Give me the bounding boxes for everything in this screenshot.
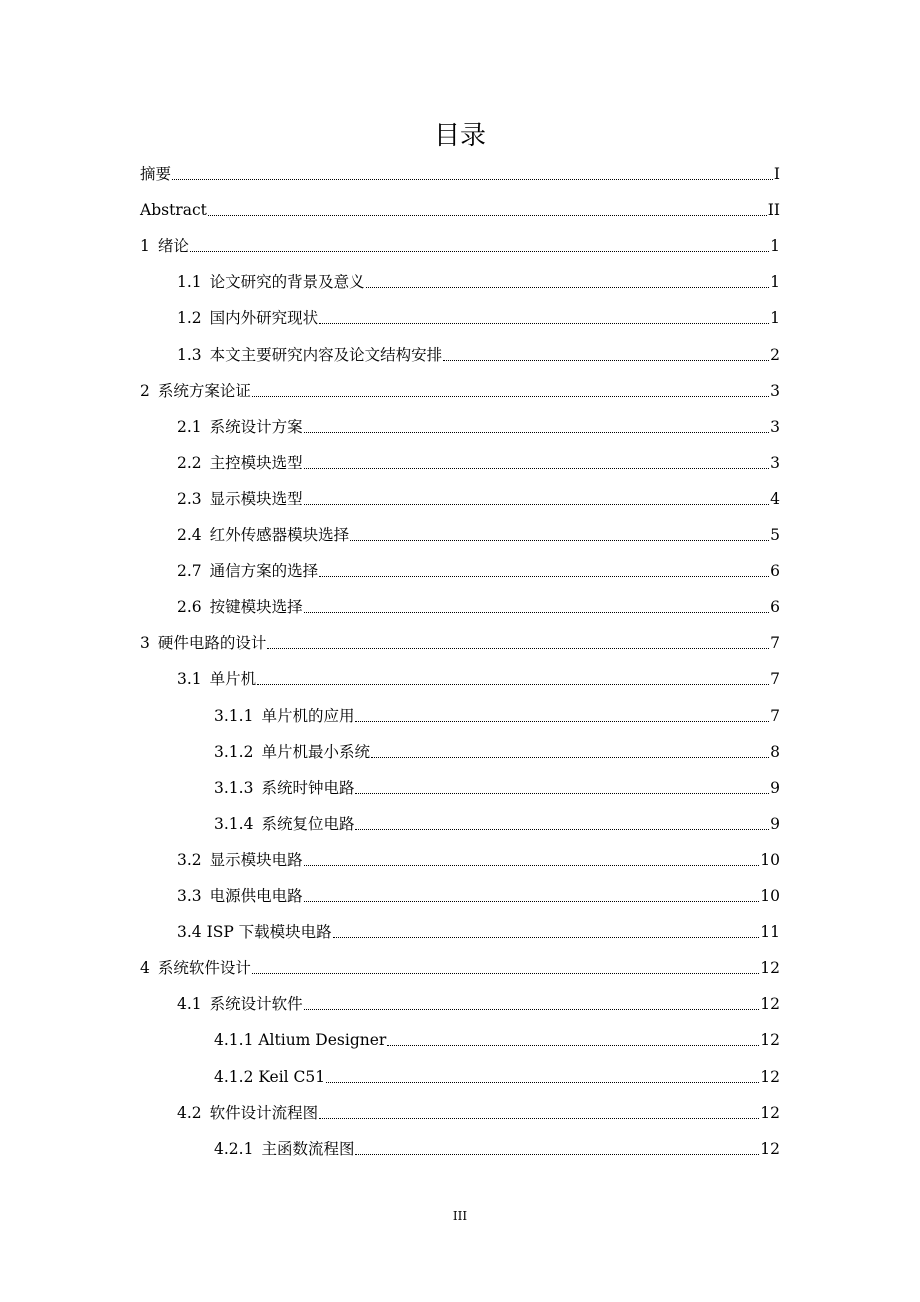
toc-entry-number: 1.3: [177, 345, 202, 364]
toc-entry-number: 2.4: [177, 526, 202, 544]
toc-entry-number: 3.1.1: [214, 706, 254, 725]
toc-entry-title: 系统方案论证: [157, 381, 251, 400]
toc-entry[interactable]: [177, 884, 780, 908]
dot-leader: [304, 467, 769, 469]
toc-entry-page: 2: [770, 345, 780, 364]
toc-entry[interactable]: [177, 415, 780, 439]
dot-leader: [319, 1117, 759, 1119]
dot-leader: [355, 792, 769, 794]
toc-entry[interactable]: [214, 1065, 780, 1089]
toc-entry[interactable]: [177, 848, 780, 872]
toc-entry-number: 2.6: [177, 598, 202, 617]
toc-entry-title: 系统设计方案: [209, 417, 303, 436]
toc-entry-number: 3.1: [177, 670, 202, 689]
toc-entry-title: 系统软件设计: [157, 959, 251, 978]
toc-entry-number: 2.2: [177, 453, 202, 472]
toc-entry-number: 3.1.4: [214, 814, 254, 833]
toc-entry-title: 按键模块选择: [209, 598, 303, 617]
toc-entry-title: 红外传感器模块选择: [209, 526, 350, 544]
toc-entry-page: 5: [770, 526, 780, 544]
toc-entry-title: 主控模块选型: [209, 453, 303, 472]
toc-entry-page: 3: [770, 453, 780, 472]
toc-entry-page: 9: [770, 814, 780, 833]
toc-entry-page: 7: [770, 634, 780, 653]
toc-entry[interactable]: [214, 1137, 780, 1161]
toc-entry-page: 7: [770, 670, 780, 689]
toc-entry[interactable]: [177, 559, 780, 583]
toc-entry-title: 通信方案的选择: [209, 562, 319, 581]
toc-entry-page: 1: [770, 273, 780, 292]
toc-entry-page: 12: [760, 995, 780, 1014]
dot-leader: [355, 1153, 759, 1155]
dot-leader: [319, 575, 769, 577]
toc-entry-title: 4.1.2 Keil C51: [214, 1067, 326, 1086]
toc-entry-title: 摘要: [140, 165, 172, 183]
dot-leader: [257, 683, 769, 685]
toc-entry-title: Abstract: [140, 201, 207, 220]
toc-entry-page: 3: [770, 381, 780, 400]
dot-leader: [443, 359, 769, 361]
toc-entry[interactable]: [177, 306, 780, 330]
toc-entry-page: 10: [760, 850, 780, 869]
toc-entry-page: 4: [770, 489, 780, 508]
dot-leader: [371, 756, 769, 758]
toc-entry[interactable]: [214, 1028, 780, 1052]
toc-entry-number: 2.1: [177, 417, 202, 436]
toc-entry-page: 3: [770, 417, 780, 436]
toc-entry-page: 12: [760, 1067, 780, 1086]
dot-leader: [172, 178, 773, 180]
toc-entry-page: 12: [760, 1031, 780, 1050]
toc-entry[interactable]: [177, 270, 780, 294]
toc-entry-page: 9: [770, 778, 780, 797]
dot-leader: [366, 286, 769, 288]
toc-entry[interactable]: [140, 956, 780, 980]
toc-entry-number: 1.1: [177, 273, 202, 292]
toc-entry-number: 2.7: [177, 562, 202, 581]
toc-entry-title: 显示模块选型: [209, 489, 303, 508]
toc-entry-number: 4.1: [177, 995, 202, 1014]
toc-entry[interactable]: [177, 487, 780, 511]
toc-entry[interactable]: [140, 198, 780, 222]
toc-entry[interactable]: [177, 920, 780, 944]
toc-entry-page: 6: [770, 562, 780, 581]
page-number: III: [452, 1209, 468, 1223]
toc-entry-title: 主函数流程图: [261, 1139, 355, 1158]
toc-entry[interactable]: [177, 523, 780, 547]
toc-entry[interactable]: [140, 379, 780, 403]
toc-entry-page: 1: [770, 309, 780, 328]
dot-leader: [355, 720, 769, 722]
toc-entry-title: 绪论: [157, 237, 189, 256]
dot-leader: [350, 539, 769, 541]
dot-leader: [267, 647, 769, 649]
dot-leader: [355, 828, 769, 830]
dot-leader: [304, 900, 760, 902]
dot-leader: [304, 864, 760, 866]
toc-entry-title: 4.1.1 Altium Designer: [214, 1031, 387, 1050]
page-title: 目录: [433, 121, 486, 151]
dot-leader: [304, 503, 769, 505]
dot-leader: [304, 1008, 760, 1010]
dot-leader: [326, 1081, 759, 1083]
toc-entry-title: 系统时钟电路: [261, 778, 355, 797]
toc-entry-number: 4.2.1: [214, 1139, 254, 1158]
toc-entry[interactable]: [177, 451, 780, 475]
toc-entry-number: 3.1.3: [214, 778, 254, 797]
dot-leader: [387, 1044, 759, 1046]
toc-entry-page: 12: [760, 1103, 780, 1122]
toc-entry-title: 本文主要研究内容及论文结构安排: [209, 345, 443, 364]
dot-leader: [208, 214, 767, 216]
toc-entry[interactable]: [140, 234, 780, 258]
toc-entry[interactable]: [140, 162, 780, 186]
dot-leader: [304, 431, 769, 433]
toc-entry-title: 单片机的应用: [261, 706, 355, 725]
toc-entry-number: 3.2: [177, 850, 202, 869]
toc-entry-title: 单片机: [209, 670, 257, 689]
toc-entry-page: 8: [770, 742, 780, 761]
dot-leader: [252, 972, 759, 974]
toc-entry-page: 11: [760, 923, 780, 942]
toc-entry-page: II: [767, 201, 780, 220]
toc-entry-title: 3.4 ISP 下载模块电路: [177, 923, 332, 942]
toc-entry[interactable]: [214, 812, 780, 836]
toc-entry[interactable]: [177, 992, 780, 1016]
toc-entry-number: 3.1.2: [214, 742, 254, 761]
toc-entry[interactable]: [177, 343, 780, 367]
toc-entry-number: 2.3: [177, 489, 202, 508]
toc-entry-page: 6: [770, 598, 780, 617]
dot-leader: [190, 250, 769, 252]
dot-leader: [304, 611, 769, 613]
toc-entry-title: 电源供电电路: [209, 887, 303, 905]
toc-entry-number: 2: [140, 381, 150, 400]
toc-entry-title: 显示模块电路: [209, 850, 303, 869]
toc-entry-page: 7: [770, 706, 780, 725]
dot-leader: [319, 322, 769, 324]
toc-entry-title: 系统复位电路: [261, 814, 355, 833]
toc-entry[interactable]: [214, 704, 780, 728]
toc-entry-number: 1: [140, 237, 150, 256]
toc-entry-page: 12: [760, 1139, 780, 1158]
toc-entry-title: 国内外研究现状: [209, 309, 319, 328]
toc-entry[interactable]: [177, 1101, 780, 1125]
toc-entry[interactable]: [214, 740, 780, 764]
toc-entry-title: 论文研究的背景及意义: [209, 273, 365, 292]
dot-leader: [333, 936, 760, 938]
toc-entry-number: 3.3: [177, 887, 202, 905]
toc-entry-title: 软件设计流程图: [209, 1103, 319, 1122]
toc-entry-page: 12: [760, 959, 780, 978]
toc-entry-title: 系统设计软件: [209, 995, 303, 1014]
toc-entry-page: 10: [760, 887, 780, 905]
toc-entry-number: 1.2: [177, 309, 202, 328]
dot-leader: [252, 395, 769, 397]
toc-entry[interactable]: [214, 776, 780, 800]
toc-entry-page: 1: [770, 237, 780, 256]
toc-entry-number: 4.2: [177, 1103, 202, 1122]
toc-entry[interactable]: [140, 631, 780, 655]
toc-entry-title: 单片机最小系统: [261, 742, 370, 761]
toc-entry-number: 3: [140, 634, 150, 653]
toc-entry-title: 硬件电路的设计: [157, 634, 267, 653]
toc-entry[interactable]: [177, 667, 780, 691]
toc-entry-number: 4: [140, 959, 150, 978]
toc-entry-page: I: [773, 165, 780, 183]
toc-entry[interactable]: [177, 595, 780, 619]
